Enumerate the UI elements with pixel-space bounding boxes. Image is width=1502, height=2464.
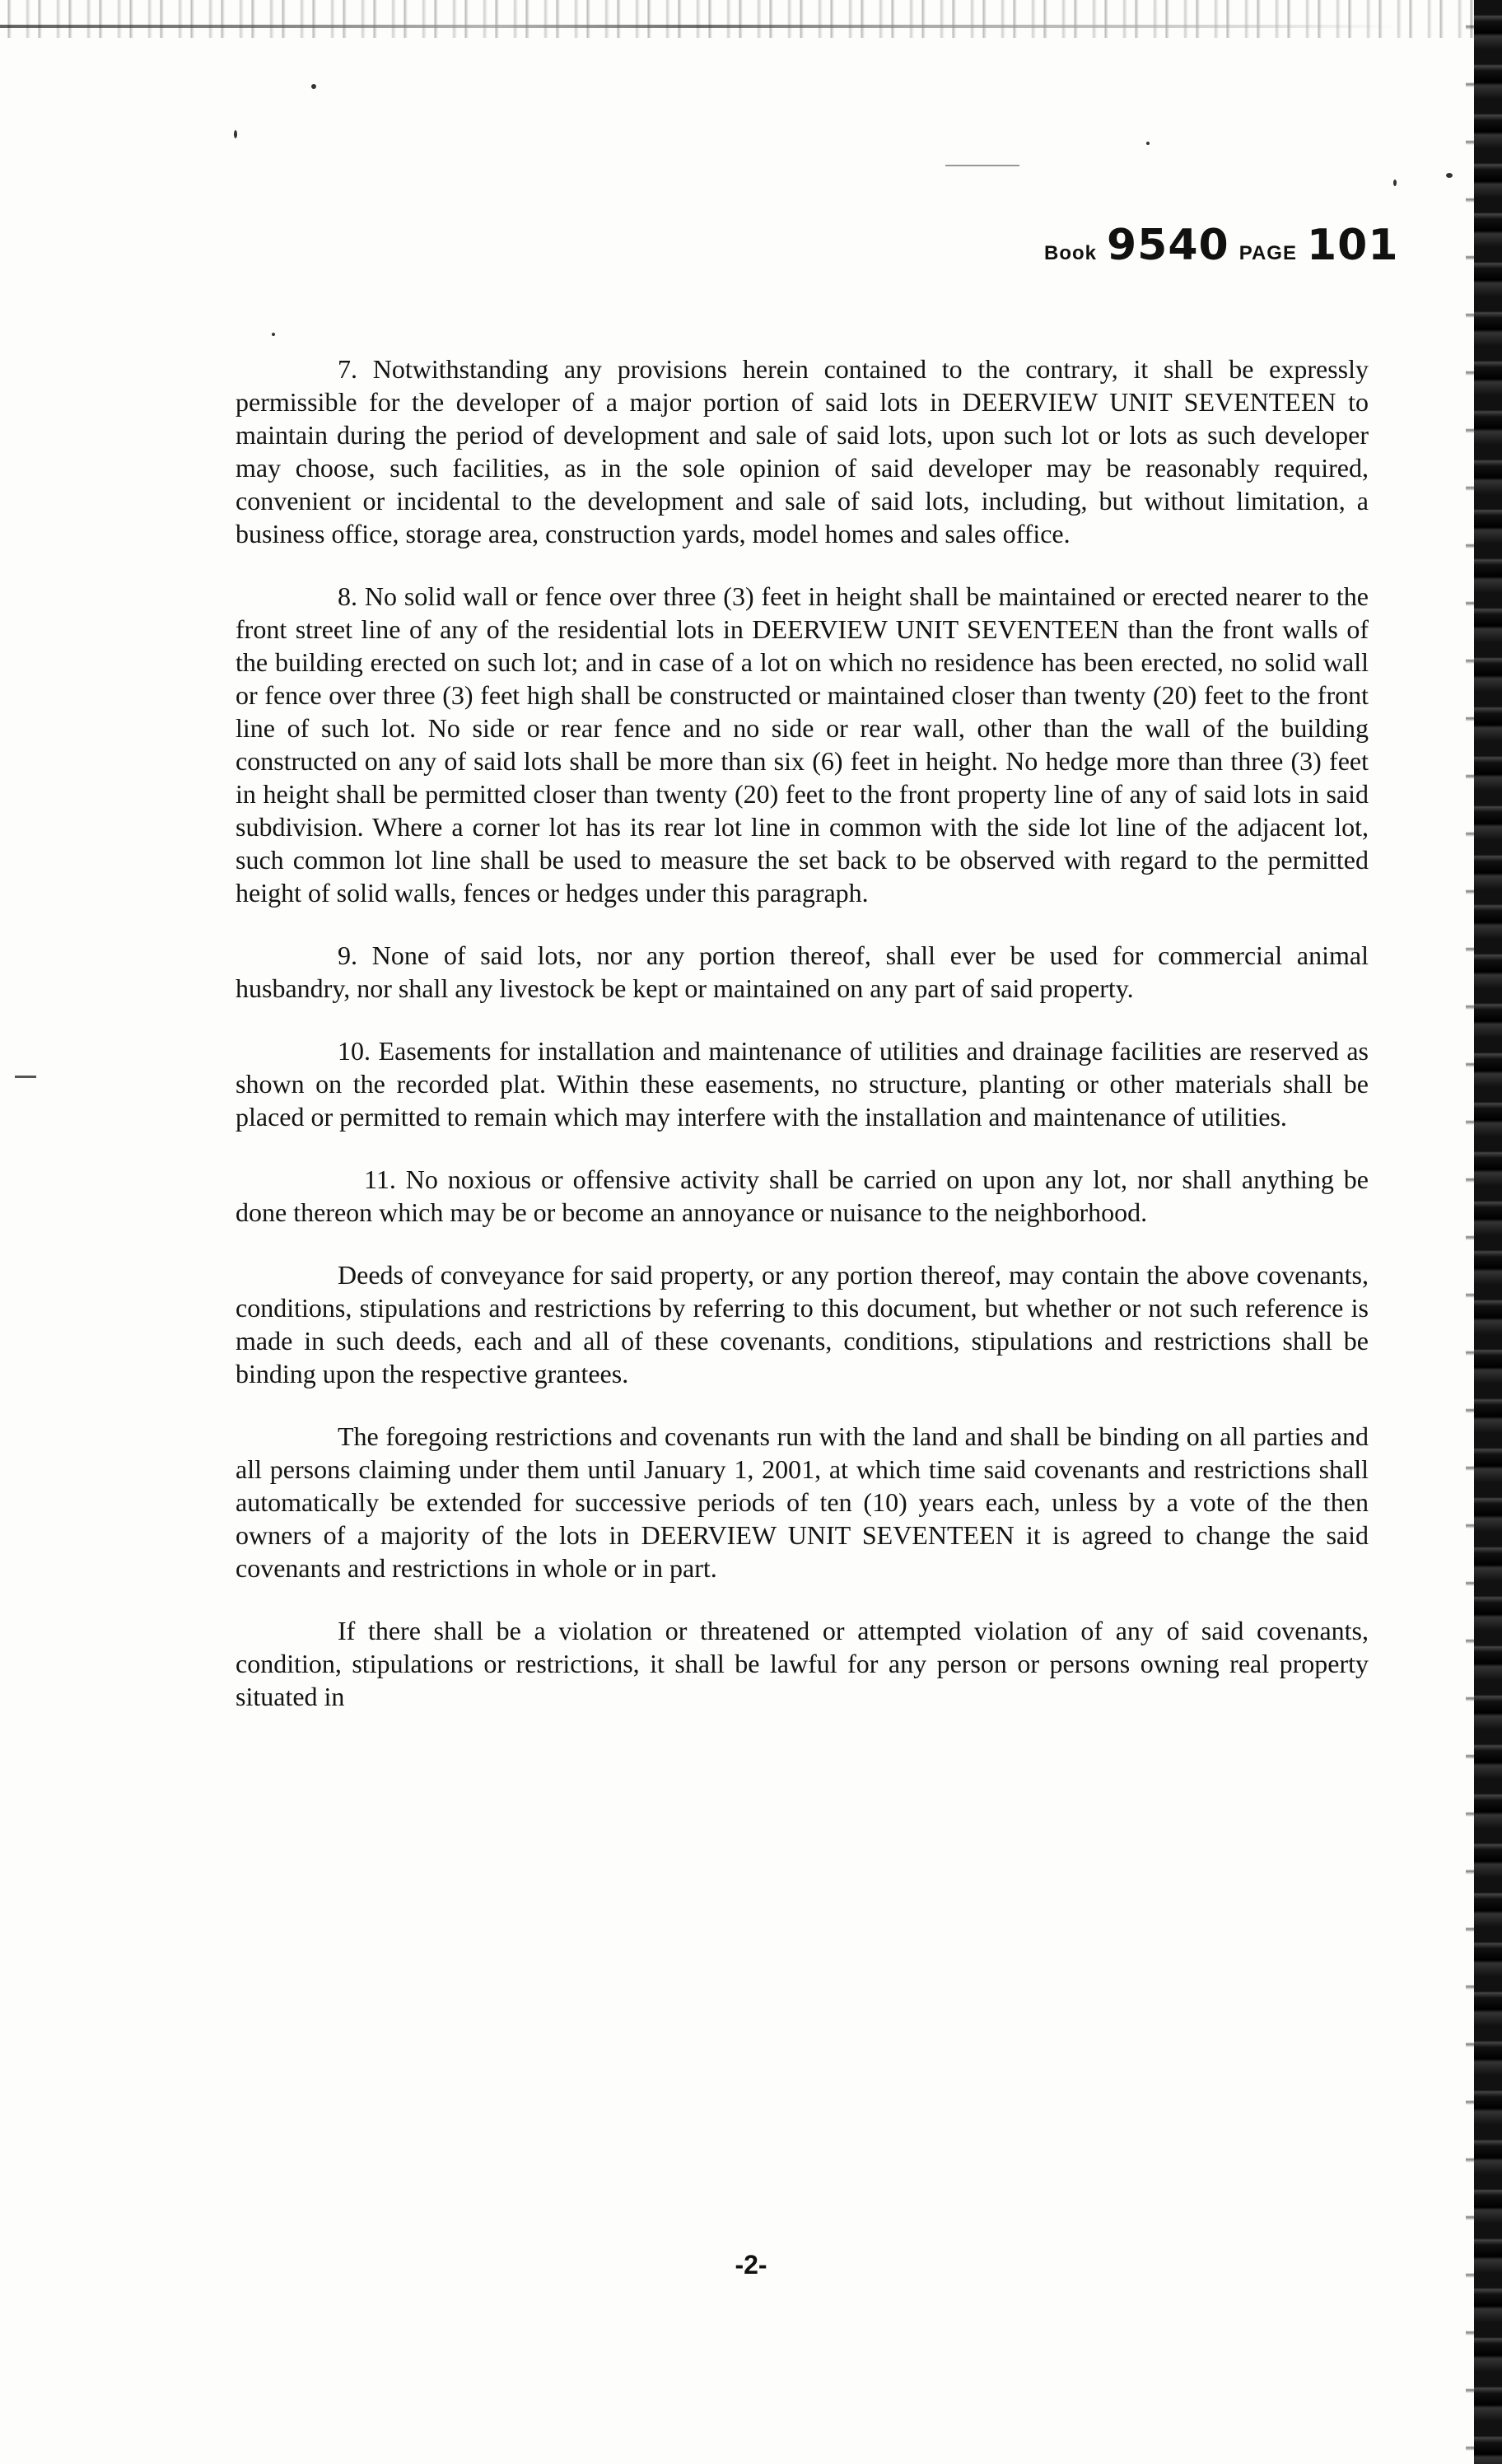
scan-noise-right (1466, 0, 1474, 2464)
scan-speck (1446, 173, 1453, 178)
margin-mark (15, 1076, 36, 1078)
page-label: PAGE (1238, 242, 1297, 264)
page-number-stamp: 101 (1306, 221, 1399, 270)
scan-speck (272, 333, 275, 336)
paragraph-10: 10. Easements for installation and maintenance of utilities and drainage facilities are reserved as shown on the recorded plat. Within these easements, no structure, planting or other materials shall be placed or permitted to remain which may interfere with the installation and maintenance of utilities. (236, 1036, 1369, 1132)
scan-speck (234, 130, 237, 138)
margin-mark (945, 165, 1019, 166)
scan-noise-top (0, 0, 1502, 38)
scan-speck (1393, 180, 1397, 186)
footer-page-number: -2- (735, 2250, 767, 2280)
paragraph-7: 7. Notwithstanding any provisions herein contained to the contrary, it shall be expressly permissible for the developer of a major portion of said lots in DEERVIEW UNIT SEVENTEEN to maintain during the period of development and sale of said lots, upon such lot or lots as such developer may choose, such facilities, as in the sole opinion of said developer may be reasonably required, convenient or incidental to the development and sale of said lots, including, but without limitation, a business office, storage area, construction yards, model homes and sales office. (236, 354, 1369, 548)
paragraph-9: 9. None of said lots, nor any portion thereof, shall ever be used for commercial animal husbandry, nor shall any livestock be kept or maintained on any part of said property. (236, 940, 1369, 1003)
scan-edge-right (1474, 0, 1502, 2464)
scan-edge-line (0, 25, 1400, 28)
book-page-stamp (1044, 221, 1399, 270)
paragraph-11: 11. No noxious or offensive activity shall be carried on upon any lot, nor shall anything be done thereon which may be or become an annoyance or nuisance to the neighborhood. (236, 1164, 1369, 1227)
document-body (236, 352, 1369, 1743)
scan-speck (311, 84, 316, 89)
paragraph-8: 8. No solid wall or fence over three (3) feet in height shall be maintained or erected nearer to the front street line of any of the residential lots in DEERVIEW UNIT SEVENTEEN than the front walls of the building erected on such lot; and in case of a lot on which no residence has been erected, no solid wall or fence over three (3) feet high shall be constructed or maintained closer than twenty (20) feet to the front line of such lot. No side or rear fence and no side or rear wall, other than the wall of the building constructed on any of said lots shall be more than six (6) feet in height. No hedge more than three (3) feet in height shall be permitted closer than twenty (20) feet to the front property line of any of said lots in said subdivision. Where a corner lot has its rear lot line in common with the side lot line of the adjacent lot, such common lot line shall be used to measure the set back to be observed with regard to the permitted height of solid walls, fences or hedges under this paragraph. (236, 581, 1369, 908)
book-number: 9540 (1107, 221, 1229, 270)
book-label: Book (1044, 242, 1097, 264)
paragraph-term-of-restrictions: The foregoing restrictions and covenants run with the land and shall be binding on all parties and all persons claiming under them until January 1, 2001, at which time said covenants and restrictions shall automatically be extended for successive periods of ten (10) years each, unless by a vote of the then owners of a majority of the lots in DEERVIEW UNIT SEVENTEEN it is agreed to change the said covenants and restrictions in whole or in part. (236, 1421, 1369, 1583)
paragraph-deeds-of-conveyance: Deeds of conveyance for said property, or any portion thereof, may contain the above covenants, conditions, stipulations and restrictions by referring to this document, but whether or not such reference is made in such deeds, each and all of these covenants, conditions, stipulations and restrictions shall be binding upon the respective grantees. (236, 1260, 1369, 1388)
scan-speck (1146, 142, 1150, 145)
paragraph-violation: If there shall be a violation or threatened or attempted violation of any of said covenants, condition, stipulations or restrictions, it shall be lawful for any person or persons owning real property situated in (236, 1616, 1369, 1711)
